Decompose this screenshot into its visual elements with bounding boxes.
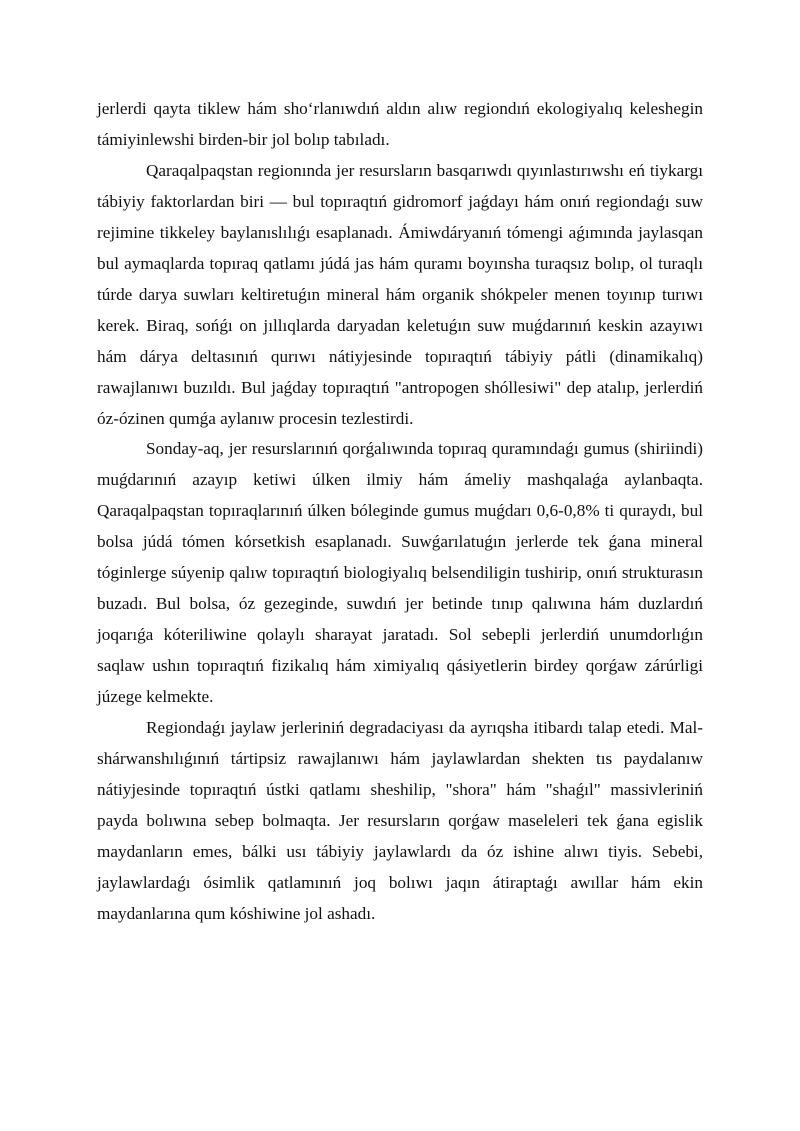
paragraph-gumus: Sonday-aq, jer resurslarınıń qorǵalıwında topıraq quramındaǵı gumus (shiriindi) muǵdarınıń azayıp ketiwi úlken ilmiy hám ámeliy mashqalaǵa aylanbaqta. Qaraqalpaqstan topıraqlarınıń úlken bóleginde gumus muǵdarı 0,6-0,8% ti quraydı, bul bolsa júdá tómen kórsetkish esaplanadı. Suwǵarılatuǵın jerlerde tek ǵana mineral tóginlerge súyenip qalıw topıraqtıń biologiyalıq belsendiligin tushirip, onıń strukturasın buzadı. Bul bolsa, óz gezeginde, suwdıń jer betinde tınıp qalıwına hám duzlardıń joqarıǵa kóteriliwine qolaylı sharayat jaratadı. Sol sebepli jerlerdiń unumdorlıǵın saqlaw ushın topıraqtıń fizikalıq hám ximiyalıq qásiyetlerin birdey qorǵaw zárúrligi júzege kelmekte.	[97, 439, 703, 707]
paragraph-gidromorf: Qaraqalpaqstan regionında jer resursların basqarıwdı qıyınlastırıwshı eń tiykargı tábiyiy faktorlardan biri — bul topıraqtıń gidromorf jaǵdayı hám onıń regiondaǵı suw rejimine tikkeley baylanıslılıǵı esaplanadı. Ámiwdáryanıń tómengi aǵımında jaylasqan bul aymaqlarda topıraq qatlamı júdá jas hám quramı boyınsha turaqsız bolıp, ol turaqlı túrde darya suwları keltiretuǵın mineral hám organik shókpeler menen toyınıp turıwı kerek. Biraq, sońǵı on jıllıqlarda daryadan keletuǵın suw muǵdarınıń keskin azayıwı hám dárya deltasınıń qurıwı nátiyjesinde topıraqtıń tábiyiy pátli (dinamikalıq) rawajlanıwı buzıldı. Bul jaǵday topıraqtıń "antropogen shóllesiwi" dep atalıp, jerlerdiń óz-ózinen qumǵa aylanıw procesin tezlestirdi.	[97, 160, 703, 428]
document-page	[97, 94, 703, 930]
paragraph-continuation: jerlerdi qayta tiklew hám sho‘rlanıwdıń aldın alıw regiondıń ekologiyalıq keleshegin támiyinlewshi birden-bir jol bolıp tabıladı.	[97, 99, 703, 149]
paragraph-jaylaw: Regiondaǵı jaylaw jerleriniń degradaciyası da ayrıqsha itibardı talap etedi. Mal-shárwanshılıǵınıń tártipsiz rawajlanıwı hám jaylawlardan shekten tıs paydalanıw nátiyjesinde topıraqtıń ústki qatlamı sheshilip, "shora" hám "shaǵıl" massivleriniń payda bolıwına sebep bolmaqta. Jer resursların qorǵaw maseleleri tek ǵana egislik maydanların emes, bálki usı tábiyiy jaylawlardı da óz ishine alıwı tiyis. Sebebi, jaylawlardaǵı ósimlik qatlamınıń joq bolıwı jaqın átiraptaǵı awıllar hám ekin maydanlarına qum kóshiwine jol ashadı.	[97, 718, 703, 923]
